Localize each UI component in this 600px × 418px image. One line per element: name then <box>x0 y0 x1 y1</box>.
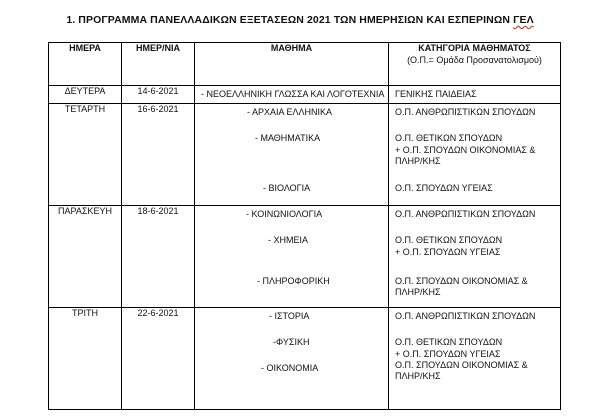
header-category-note: (Ο.Π.= Ομάδα Προσανατολισμού) <box>407 55 542 65</box>
category-text: Ο.Π. ΣΠΟΥΔΩΝ ΟΙΚΟΝΟΜΙΑΣ & <box>395 276 528 286</box>
category-text: + Ο.Π. ΣΠΟΥΔΩΝ ΟΙΚΟΝΟΜΙΑΣ & <box>395 145 536 155</box>
category-text: ΠΛΗΡ/ΚΗΣ <box>395 371 441 381</box>
category-text: Ο.Π. ΘΕΤΙΚΩΝ ΣΠΟΥΔΩΝ <box>395 337 503 347</box>
category-cell <box>389 86 561 104</box>
subject-cell <box>195 206 389 308</box>
subject-text: - ΟΙΚΟΝΟΜΙΑ <box>261 363 319 373</box>
exam-schedule-table <box>48 42 561 410</box>
category-text: Ο.Π. ΑΝΘΡΩΠΙΣΤΙΚΩΝ ΣΠΟΥΔΩΝ <box>395 107 536 117</box>
subject-text: - ΧΗΜΕΙΑ <box>268 235 309 245</box>
table-row <box>49 206 561 308</box>
category-text: Ο.Π. ΣΠΟΥΔΩΝ ΥΓΕΙΑΣ <box>395 183 493 193</box>
category-text: Ο.Π. ΘΕΤΙΚΩΝ ΣΠΟΥΔΩΝ <box>395 235 503 245</box>
subject-text: - ΜΑΘΗΜΑΤΙΚΑ <box>255 133 321 143</box>
category-text: ΓΕΝΙΚΗΣ ΠΑΙΔΕΙΑΣ <box>395 89 477 99</box>
subject-cell <box>195 104 389 206</box>
table-row <box>49 104 561 206</box>
category-text: Ο.Π. ΑΝΘΡΩΠΙΣΤΙΚΩΝ ΣΠΟΥΔΩΝ <box>395 311 536 321</box>
title-last-word: ΓΕΛ <box>513 14 534 26</box>
table-row <box>49 86 561 104</box>
header-subject: ΜΑΘΗΜΑ <box>195 43 389 86</box>
subject-text: -ΦΥΣΙΚΗ <box>273 337 310 347</box>
category-text: + Ο.Π. ΣΠΟΥΔΩΝ ΥΓΕΙΑΣ <box>395 349 501 359</box>
title-text: 1. ΠΡΟΓΡΑΜΜΑ ΠΑΝΕΛΛΑΔΙΚΩΝ ΕΞΕΤΑΣΕΩΝ 2021 ΤΩΝ ΗΜΕΡΗΣΙΩΝ ΚΑΙ ΕΣΠΕΡΙΝΩΝ <box>66 14 514 26</box>
subject-cell <box>195 308 389 410</box>
category-cell <box>389 206 561 308</box>
header-row <box>49 43 561 86</box>
category-text: ΠΛΗΡ/ΚΗΣ <box>395 156 441 166</box>
header-date: ΗΜΕΡ/ΝΙΑ <box>122 43 195 86</box>
category-text: + Ο.Π. ΣΠΟΥΔΩΝ ΥΓΕΙΑΣ <box>395 247 501 257</box>
category-text: Ο.Π. ΑΝΘΡΩΠΙΣΤΙΚΩΝ ΣΠΟΥΔΩΝ <box>395 209 536 219</box>
date-cell: 16-6-2021 <box>122 104 195 206</box>
header-category <box>389 43 561 86</box>
date-cell: 18-6-2021 <box>122 206 195 308</box>
subject-cell <box>195 86 389 104</box>
category-text: Ο.Π. ΣΠΟΥΔΩΝ ΟΙΚΟΝΟΜΙΑΣ & <box>395 360 528 370</box>
day-cell: ΔΕΥΤΕΡΑ <box>49 86 122 104</box>
category-cell <box>389 308 561 410</box>
day-cell: ΤΡΙΤΗ <box>49 308 122 410</box>
subject-text: - ΝΕΟΕΛΛΗΝΙΚΗ ΓΛΩΣΣΑ ΚΑΙ ΛΟΓΟΤΕΧΝΙΑ <box>201 89 385 99</box>
subject-text: - ΙΣΤΟΡΙΑ <box>269 311 310 321</box>
subject-text: - ΑΡΧΑΙΑ ΕΛΛΗΝΙΚΑ <box>247 107 333 117</box>
day-cell: ΠΑΡΑΣΚΕΥΗ <box>49 206 122 308</box>
category-text: ΠΛΗΡ/ΚΗΣ <box>395 287 441 297</box>
subject-text: - ΒΙΟΛΟΓΙΑ <box>263 183 311 193</box>
header-day: ΗΜΕΡΑ <box>49 43 122 86</box>
subject-text: - ΚΟΙΝΩΝΙΟΛΟΓΙΑ <box>246 209 323 219</box>
date-cell: 22-6-2021 <box>122 308 195 410</box>
category-text: Ο.Π. ΘΕΤΙΚΩΝ ΣΠΟΥΔΩΝ <box>395 133 503 143</box>
header-category-title: ΚΑΤΗΓΟΡΙΑ ΜΑΘΗΜΑΤΟΣ <box>418 43 531 53</box>
date-cell: 14-6-2021 <box>122 86 195 104</box>
day-cell: ΤΕΤΑΡΤΗ <box>49 104 122 206</box>
category-cell <box>389 104 561 206</box>
table-row <box>49 308 561 410</box>
subject-text: - ΠΛΗΡΟΦΟΡΙΚΗ <box>257 276 330 286</box>
document-title <box>0 14 600 26</box>
